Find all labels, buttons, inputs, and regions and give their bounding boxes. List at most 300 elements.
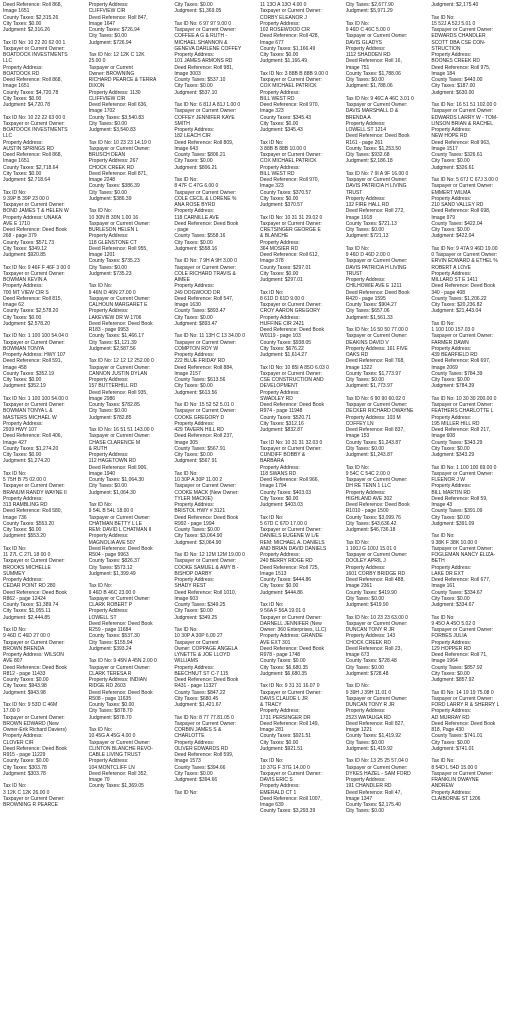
record-line: Judgment: $784.39 bbox=[431, 383, 475, 390]
record-line: Property Address: bbox=[345, 120, 386, 127]
record-line: SWADLEY RD bbox=[260, 395, 293, 402]
record-line: County Taxes: $391.09 bbox=[431, 508, 483, 515]
record-line: County Taxes: $444.86 bbox=[260, 577, 312, 583]
record-line: Judgment: $537.10 bbox=[174, 89, 218, 96]
record-line: Image 1702 bbox=[88, 108, 116, 115]
record-line: County Taxes: $0.00 bbox=[3, 758, 49, 765]
record-line: OLIVER EDWARDS RD bbox=[174, 745, 229, 752]
record-line: TRUST bbox=[345, 189, 363, 196]
record-line: Property Address: bbox=[345, 45, 386, 52]
record-line: Image 603 bbox=[174, 595, 198, 602]
record-line: Property Address: bbox=[431, 564, 472, 571]
record-line: Taxpayer or Current Owner: bbox=[174, 720, 237, 727]
record-line: Taxpayer or Current Owner: bbox=[88, 739, 151, 746]
record-line: Judgment: $334.67 bbox=[431, 602, 475, 608]
record-line: Deed Reference: Roll 23, bbox=[345, 645, 402, 652]
record-line: Image 1647 bbox=[88, 20, 116, 27]
record-line: Taxpayer or Current Owner: bbox=[260, 614, 322, 621]
record-line: Taxpayer or Current Owner: bbox=[345, 402, 408, 408]
record-line: Owner-Erik Richard Daviers) bbox=[3, 727, 67, 733]
record-line: Deed Reference: Deed Book bbox=[260, 327, 324, 333]
record-line: County Taxes: $3,540.83 bbox=[88, 114, 144, 121]
record-line: 340 - page 408 bbox=[431, 289, 465, 296]
record-line: 9 54L B 54L 18.00 0 bbox=[88, 508, 134, 515]
record-line: BARBARA bbox=[260, 458, 284, 465]
record-line: Deed Reference: Roll 725, bbox=[260, 564, 319, 571]
record-line: Judgment: $893.47 bbox=[174, 320, 218, 327]
record-line: Judgment: $2,578.20 bbox=[3, 320, 50, 327]
record-line: Taxpayer or Current Owner: bbox=[431, 695, 494, 702]
record-line: DYKES HAZEL - SAM FORD bbox=[345, 770, 411, 777]
record-line: County Taxes: $422.04 bbox=[431, 220, 483, 227]
record-line: Deed Reference: Roll 871, bbox=[88, 170, 148, 177]
record-line: Image 43 bbox=[431, 502, 453, 508]
record-line: County Taxes: $721.13 bbox=[345, 220, 397, 227]
record-line: County Taxes: $352.19 bbox=[3, 370, 55, 377]
record-line: Property Address: bbox=[174, 208, 215, 215]
record-line: Judgment: $349.25 bbox=[174, 614, 218, 621]
record-line: City Taxes: $0.00 bbox=[88, 120, 127, 127]
record-line: 1 100J G 100J 15.01 0 bbox=[345, 545, 397, 552]
record-line: Taxpayer or Current Owner: bbox=[431, 627, 494, 633]
record-line: County Taxes: $4,720.78 bbox=[3, 89, 59, 96]
record-line: BROWNING R PEARCE bbox=[3, 802, 59, 808]
record-line: Judgment: $1,166.49 bbox=[260, 58, 307, 65]
record-line: RICHARD PEARCE & TERRA bbox=[88, 77, 157, 83]
record-line: AVE E 1710 bbox=[3, 220, 30, 227]
record-line: Image 458 bbox=[3, 364, 27, 371]
record-line: Image 1794 bbox=[260, 483, 287, 490]
record-line: Judgment: $782.85 bbox=[88, 414, 132, 421]
record-line: Taxpayer or Current Owner: bbox=[345, 102, 408, 108]
record-line: Taxpayer or Current Owner: bbox=[3, 558, 65, 565]
record-line: EDWARDS CHANDLER bbox=[431, 33, 486, 40]
record-line: LLC bbox=[3, 133, 13, 140]
record-line: 8 54D L 54D 15.00 0 bbox=[431, 764, 478, 771]
record-line: City Taxes: $0.00 bbox=[88, 408, 127, 415]
record-line: 157 BUTTERHILL RD bbox=[88, 383, 138, 390]
record-line: Taxpayer or Current Owner: bbox=[3, 120, 65, 127]
record-line: Property Address: bbox=[260, 314, 300, 321]
record-line: DANIELS EUGENE W L/E bbox=[260, 533, 319, 540]
record-line: DH RE TENN 1 LLC bbox=[345, 483, 391, 490]
record-line: County Taxes: $394.66 bbox=[174, 764, 226, 771]
record-line: City Taxes: $0.00 bbox=[431, 227, 470, 233]
record-line: Image 3003 bbox=[174, 70, 201, 77]
record-line: Property Address: HWY 107 bbox=[3, 352, 66, 358]
record-line: FRANKLIN DWAYNE bbox=[431, 777, 479, 783]
record-line: City Taxes: $187.00 bbox=[431, 83, 476, 90]
record-line: Tax ID No: bbox=[174, 470, 198, 477]
record-line: City Taxes: $573.12 bbox=[88, 564, 133, 571]
record-line: Property Address: bbox=[88, 2, 129, 8]
record-line: Property Address: bbox=[260, 239, 300, 246]
record-line: Image 2248 bbox=[88, 177, 116, 183]
record-line: CLARK ROBERT P bbox=[88, 602, 133, 608]
record-line: CANNON JUSTIN DYLAN bbox=[88, 370, 148, 377]
record-line: BROWN EDWARD (New bbox=[3, 720, 59, 727]
record-line: 9 46D C 46D 27 00 0 bbox=[3, 633, 50, 640]
record-line: - page bbox=[174, 227, 189, 233]
record-line: FEATHERS CHARLOTTE L bbox=[431, 408, 494, 415]
record-line: 700 MT VIEW CIR S bbox=[3, 289, 49, 296]
record-line: Deed Reference: Roll 847, bbox=[88, 14, 148, 21]
record-line: City Taxes: $0.00 bbox=[260, 270, 299, 277]
record-line: Image 1573 bbox=[174, 758, 201, 765]
record-line: Deed Reference: Deed Book bbox=[174, 220, 239, 227]
record-line: & BLANCHE bbox=[260, 233, 289, 240]
record-line: City Taxes: $932.68 bbox=[345, 152, 390, 158]
record-line: County Taxes: $567.91 bbox=[174, 445, 226, 452]
record-line: Judgment: $806.21 bbox=[174, 164, 218, 171]
record-line: City Taxes: $0.00 bbox=[431, 445, 470, 452]
record-line: Property Address: bbox=[174, 127, 215, 133]
record-line: Image 2361 bbox=[345, 583, 373, 590]
record-line: County Taxes: $419.90 bbox=[345, 589, 397, 596]
record-line: City Taxes: $0.00 bbox=[260, 739, 299, 746]
record-line: DOOLEY APRIL J bbox=[345, 558, 386, 565]
record-line: Property Address: bbox=[431, 789, 472, 796]
record-line: Deed Reference: Roll 868, bbox=[3, 77, 62, 83]
record-line: Judgment: $1,419.92 bbox=[345, 745, 393, 752]
record-line: Deed Reference: Roll 599, bbox=[174, 752, 234, 758]
record-line: City Taxes: $0.00 bbox=[431, 377, 470, 383]
record-line: Judgment: $721.13 bbox=[345, 233, 389, 240]
record-line: City Taxes: $1,121.39 bbox=[88, 339, 137, 346]
record-line: Property Address: bbox=[260, 464, 300, 471]
record-line: REM: DAVID L CHATMAN II bbox=[88, 527, 152, 533]
record-line: County Taxes: $1,369.05 bbox=[88, 783, 144, 790]
record-line: City Taxes: $0.00 bbox=[345, 377, 384, 383]
record-line: BISHOP DARBY bbox=[174, 570, 212, 577]
record-line: Taxpayer or Current Owner: bbox=[260, 220, 322, 227]
record-line: CROY AARON GREGORY bbox=[260, 308, 321, 315]
record-line: 129 HOPPER RD bbox=[431, 645, 471, 652]
record-line: 240 BERRY RIDGE RD bbox=[260, 558, 313, 565]
record-line: Tax ID No: 1 100 100 54.00 0 bbox=[3, 395, 69, 402]
record-line: County Taxes: $857.92 bbox=[431, 664, 483, 671]
record-line: TYLER MACKIE) bbox=[174, 495, 213, 502]
record-line: Tax ID No: 16 51 51 143.00 0 bbox=[88, 427, 154, 433]
record-line: Image 608 bbox=[431, 433, 455, 440]
record-line: Deed Reference: Roll 677, bbox=[431, 577, 491, 583]
record-line: 1 100 100 157.03 0 bbox=[431, 327, 475, 333]
record-line: DUNCAN TONY R JR bbox=[345, 702, 395, 708]
text-column bbox=[3, 2, 88, 1024]
record-line: County Taxes: $0.00 bbox=[174, 527, 220, 533]
record-line: COX MICHAEL PATRICK bbox=[260, 158, 317, 165]
record-line: Tax ID No: bbox=[345, 683, 370, 690]
record-line: 9 39H J 39H 11.01 0 bbox=[345, 689, 392, 696]
record-line: Tax ID No: bbox=[260, 514, 284, 521]
record-line: Deed Reference: Roll 612, bbox=[260, 252, 319, 258]
record-line: BROWN BRENDA bbox=[3, 645, 45, 652]
record-line: Tax ID No: 10 30 30 200.00 0 bbox=[431, 395, 497, 402]
record-line: COOKE GREGORY D bbox=[174, 414, 225, 421]
record-line: Image 1322 bbox=[345, 364, 373, 371]
record-line: Deed Reference: Roll 1007, bbox=[260, 795, 322, 802]
record-line: Taxpayer or Current Owner: bbox=[260, 445, 322, 452]
record-line: 2523 WATAUGA RD bbox=[345, 714, 391, 721]
record-line: SUMMEY bbox=[3, 570, 25, 577]
record-line: Property Address: bbox=[88, 533, 129, 540]
record-line: Property Address: bbox=[260, 389, 300, 396]
record-line: Tax ID No: 9 46F F 46F 3 00 0 bbox=[3, 264, 71, 271]
record-line: 17.00 0 bbox=[3, 708, 20, 715]
record-line: City Taxes: $0.00 bbox=[174, 2, 213, 8]
record-line: Image 639 bbox=[260, 802, 284, 808]
record-line: BRISTOL HWY # 3121 bbox=[174, 508, 226, 515]
record-line: Image 1513 bbox=[260, 570, 287, 577]
record-line: NEW HOPE RD bbox=[431, 133, 468, 140]
record-line: Property Address: bbox=[260, 20, 300, 27]
record-line: SHADY REST bbox=[174, 583, 207, 590]
record-line: County Taxes: $326.61 bbox=[431, 152, 483, 158]
record-line: ROBERT A LOVE bbox=[431, 264, 471, 271]
record-line: 9 54C C 54C 2.00 0 bbox=[345, 470, 390, 477]
record-line: & RUTH bbox=[88, 445, 108, 452]
record-line: LAKE DR EXT bbox=[431, 570, 464, 577]
record-line: Deed Reference: Roll 149, bbox=[260, 720, 319, 727]
record-line: Property Address: bbox=[431, 270, 472, 277]
record-line: Property Address: bbox=[174, 664, 215, 671]
record-line: Tax ID No: 1 100 100 54.04 0 bbox=[3, 333, 69, 340]
record-line: Deed Reference: Deed Book bbox=[3, 589, 67, 596]
record-line: BURLESON HELEN L bbox=[88, 227, 139, 233]
record-line: 9 46D D 46D 2.00 0 bbox=[345, 252, 390, 258]
record-line: R974 - page 11948 bbox=[260, 408, 303, 415]
record-line: City Taxes: $0.00 bbox=[88, 264, 127, 271]
record-line: EMERALD CT 1 bbox=[260, 789, 297, 796]
record-line: CLIFFVIEW CIR bbox=[88, 95, 126, 102]
record-line: ANDREW bbox=[431, 783, 454, 790]
record-line: EMMERT WILMA bbox=[431, 189, 471, 196]
record-line: Tax ID No: bbox=[174, 627, 198, 633]
record-line: Property Address: 161 FIVE bbox=[345, 345, 408, 352]
record-line: Property Address: 267 bbox=[88, 158, 139, 165]
record-line: 10 30P A 30P 6.00 27 bbox=[174, 633, 223, 640]
record-line: Image 153 bbox=[345, 433, 370, 440]
record-line: Image 751 bbox=[345, 64, 370, 71]
record-line: COLE CECIL & LORENE % bbox=[174, 195, 237, 202]
record-line: Image 2069 bbox=[431, 364, 458, 371]
record-line: Tax ID No: 10 31 31 32.03 0 bbox=[260, 439, 323, 446]
record-line: R161 - page 261 bbox=[345, 139, 383, 146]
record-line: Image 1201 bbox=[88, 252, 116, 258]
record-line: County Taxes: $826.37 bbox=[88, 558, 140, 565]
record-line: Judgment: $832.87 bbox=[260, 427, 303, 433]
record-line: CLAIBORNE ST 1206 bbox=[431, 795, 481, 802]
record-line: Deed Reference: Deed Book bbox=[88, 320, 153, 327]
record-line: Property Address: bbox=[260, 783, 300, 790]
record-line: Deed Reference: Roll 547, bbox=[174, 295, 234, 302]
record-line: Judgment: $2,444.85 bbox=[3, 614, 50, 621]
record-line: County Taxes: $520.71 bbox=[260, 414, 312, 421]
record-line: FARMER DAWN bbox=[431, 339, 469, 346]
record-line: County Taxes: $0.00 bbox=[88, 702, 135, 708]
record-line: Taxpayer or Current Owner: bbox=[345, 33, 408, 40]
record-line: City Taxes: $0.00 bbox=[431, 158, 470, 165]
record-line: BRANUM RANDY WAYNE II bbox=[3, 489, 67, 496]
record-line: 9 45O A 45O 5.02 0 bbox=[431, 620, 476, 627]
record-line: COFFEE A G & RUTH - bbox=[174, 33, 228, 40]
record-line: Taxpayer or Current Owner: bbox=[345, 695, 408, 702]
record-line: Tax ID No: bbox=[88, 727, 113, 733]
record-line: LOWELL ST 1214 bbox=[345, 127, 386, 133]
record-line: EDWARDS LARRY W - TOM- bbox=[431, 114, 498, 121]
record-line: Judgment: $46,736.18 bbox=[345, 527, 396, 533]
record-line: Deed Reference: Roll 815, bbox=[3, 295, 62, 302]
record-line: County Taxes: $345.43 bbox=[260, 114, 312, 121]
record-line: Tax ID No: bbox=[88, 583, 113, 590]
record-line: MAGNOLIA AVE 507 bbox=[88, 539, 136, 546]
record-line: R504 - page 9963 bbox=[88, 552, 129, 558]
record-line: Tax ID No: bbox=[174, 177, 198, 183]
record-line: Property Address: UNAKA bbox=[3, 214, 62, 221]
record-line: Tax ID No: 16 50 50 77.00 0 bbox=[345, 327, 408, 333]
record-line: Tax ID No: bbox=[260, 289, 284, 296]
record-line: Image 1630 bbox=[174, 302, 201, 308]
record-line: Deed Reference: Deed Book bbox=[88, 689, 153, 696]
record-line: Taxpayer or Current Owner: bbox=[174, 558, 237, 565]
record-line: BILL WEST RD bbox=[260, 95, 295, 102]
record-line: DAVIS MARSHALL D & bbox=[345, 108, 399, 115]
record-line: City Taxes: $680.45 bbox=[174, 695, 219, 702]
record-line: County Taxes: $443.00 bbox=[431, 77, 483, 83]
record-line: COLE RICHARD TRAVIS & bbox=[174, 270, 236, 277]
record-line: Taxpayer or Current Owner: bbox=[260, 527, 322, 533]
record-line: Deed Reference: Roll 827, bbox=[345, 720, 405, 727]
record-line: COMPTON ROY W bbox=[174, 345, 219, 352]
record-line: City Taxes: $2,677.90 bbox=[345, 2, 394, 8]
record-line: County Taxes: $1,419.92 bbox=[345, 733, 401, 740]
record-line: 0 Taxpayer or Current Owner: bbox=[431, 252, 498, 258]
record-line: Property Address: bbox=[174, 352, 215, 358]
record-line: Judgment: $444.86 bbox=[260, 589, 303, 596]
record-line: City Taxes: $0.00 bbox=[88, 189, 127, 196]
record-line: AIMEE bbox=[174, 277, 190, 283]
record-line: Taxpayer or Current Owner: bbox=[431, 27, 494, 33]
record-line: Taxpayer or Current Owner: bbox=[345, 552, 408, 558]
record-line: 222 BLUE FRIDAY RD bbox=[174, 358, 226, 365]
record-line: FORBES JULIA bbox=[431, 633, 467, 640]
record-line: Judgment: $728.48 bbox=[345, 670, 389, 677]
record-line: Taxpayer or Current Owner: bbox=[174, 339, 237, 346]
record-line: Tax ID No: 9 46C A 46C 3.01 0 bbox=[345, 95, 414, 102]
record-line: City Taxes: $3,064.90 bbox=[174, 533, 223, 540]
record-line: Deed Reference: Deed Book bbox=[88, 545, 153, 552]
record-line: Tax ID No: 7 9H A 9H 3.00 0 bbox=[174, 258, 237, 265]
record-line: AD MURRAY RD bbox=[431, 714, 470, 721]
record-line: 112 HAGETOWN RD bbox=[88, 458, 136, 465]
record-line: Deed Reference: Deed Book bbox=[431, 720, 496, 727]
record-line: 268 - page 379 bbox=[3, 233, 37, 240]
record-line: Deed Reference: Roll 698, bbox=[431, 208, 491, 215]
record-line: COOKE MACK (New Owner: bbox=[174, 489, 239, 496]
record-line: County Taxes: $728.48 bbox=[345, 658, 397, 665]
record-line: Deed Reference: Deed Book bbox=[3, 745, 67, 752]
record-line: Property Address: bbox=[88, 308, 129, 315]
record-line: Tax ID No: bbox=[260, 758, 284, 765]
record-line: Property Address: bbox=[260, 708, 300, 715]
record-line: CEDAR POINT RD 280 bbox=[3, 583, 56, 590]
record-line: Deed Reference: Roll 963, bbox=[431, 139, 491, 146]
record-line: Tax ID No: bbox=[431, 14, 455, 21]
record-line: Taxpayer or Current Owner: bbox=[88, 220, 151, 227]
record-line: BOONES CREEK RD bbox=[431, 58, 480, 65]
record-line: Taxpayer or Current Owner: bbox=[260, 302, 322, 308]
record-line: CORBY ELEANOR J bbox=[260, 14, 307, 21]
record-line: R915 - page 11229 bbox=[3, 752, 46, 758]
record-line: Deed Reference: Roll 71, bbox=[431, 652, 488, 658]
record-line: Judgment: $1,788.06 bbox=[345, 83, 393, 90]
record-line: DAVIS GLADYS bbox=[345, 39, 382, 46]
record-line: Image 1651 bbox=[3, 8, 30, 15]
record-line: County Taxes: $334.67 bbox=[431, 589, 483, 596]
record-line: County Taxes: $0.00 bbox=[260, 658, 306, 665]
record-line: R812 - page 11433 bbox=[3, 670, 46, 677]
record-line: Image 736 bbox=[3, 514, 27, 521]
record-line: Taxpayer or Current Owner: bbox=[3, 202, 65, 208]
record-line: Tax ID No: bbox=[88, 208, 113, 215]
record-line: R862 - page 12424 bbox=[3, 595, 46, 602]
record-line: Deed Reference: Roll 47, bbox=[345, 789, 402, 796]
record-line: MILLARD ST E 1411 bbox=[431, 277, 478, 283]
record-line: Image 1940 bbox=[88, 470, 116, 477]
text-column bbox=[89, 2, 174, 1024]
record-line: County Taxes: $784.39 bbox=[431, 370, 483, 377]
record-line: Tax ID No: 9 47A 9 46D 19.00 bbox=[431, 245, 498, 252]
record-line: 9 39P B 39P 23 00 0 bbox=[3, 195, 49, 202]
record-line: Deed Reference: Roll 272, bbox=[345, 208, 405, 215]
record-line: County Taxes: $1,389.74 bbox=[3, 602, 59, 608]
record-line: Judgment: $370.57 bbox=[260, 202, 303, 208]
record-line: BOWMAN TONYA bbox=[3, 345, 45, 352]
record-line: City Taxes: $676.22 bbox=[260, 345, 304, 352]
record-line: Judgment: $403.03 bbox=[260, 502, 303, 508]
record-line: City Taxes: $20,236.82 bbox=[431, 302, 483, 308]
record-line: Tax ID No: 10 22 20 62 00 1 bbox=[3, 39, 66, 46]
record-line: 364 MOSIER RD bbox=[260, 245, 299, 252]
record-line: Property Address: bbox=[3, 733, 43, 740]
record-line: Deed Reference: Roll 970, bbox=[260, 177, 319, 183]
record-line: BOATDOCK INVESTMENTS bbox=[3, 52, 68, 58]
record-line: County Taxes: $537.30 bbox=[88, 633, 140, 640]
record-line: City Taxes: $0.00 bbox=[431, 514, 470, 521]
record-line: DEVELOPMENT bbox=[260, 383, 298, 390]
record-line: 11 27L C 27L 18 00 0 bbox=[3, 552, 51, 558]
record-line: City Taxes: $0.00 bbox=[3, 377, 42, 383]
record-line: Image 979 bbox=[431, 214, 455, 221]
record-line: City Taxes: $155.94 bbox=[88, 639, 133, 646]
record-line: WILLIAMS bbox=[174, 658, 199, 665]
record-line: Judgment: $857.92 bbox=[431, 677, 475, 683]
record-line: COFFEY LN bbox=[345, 420, 374, 427]
record-line: Taxpayer or Current Owner: bbox=[3, 795, 65, 802]
record-line: Judgment: $726.94 bbox=[88, 39, 132, 46]
record-line: Judgment: $3,540.83 bbox=[88, 127, 136, 133]
record-line: Judgment: $1,561.33 bbox=[345, 314, 393, 321]
record-line: Property Address: bbox=[345, 195, 386, 202]
record-line: Judgment: $558.16 bbox=[174, 245, 218, 252]
record-line: CHOCK CREEK RD bbox=[345, 639, 391, 646]
record-line: 9 56A F 56A 19.01 0 bbox=[260, 608, 306, 615]
record-line: County Taxes: $403.03 bbox=[260, 489, 312, 496]
record-line: Judgment: $297.01 bbox=[260, 277, 303, 283]
record-line: 10 30N B 30N 1.00 16 bbox=[88, 214, 139, 221]
record-line: Taxpayer or Current Owner: bbox=[3, 402, 65, 408]
record-line: Tax ID No: 10 22 22 63 00 0 bbox=[3, 114, 66, 121]
